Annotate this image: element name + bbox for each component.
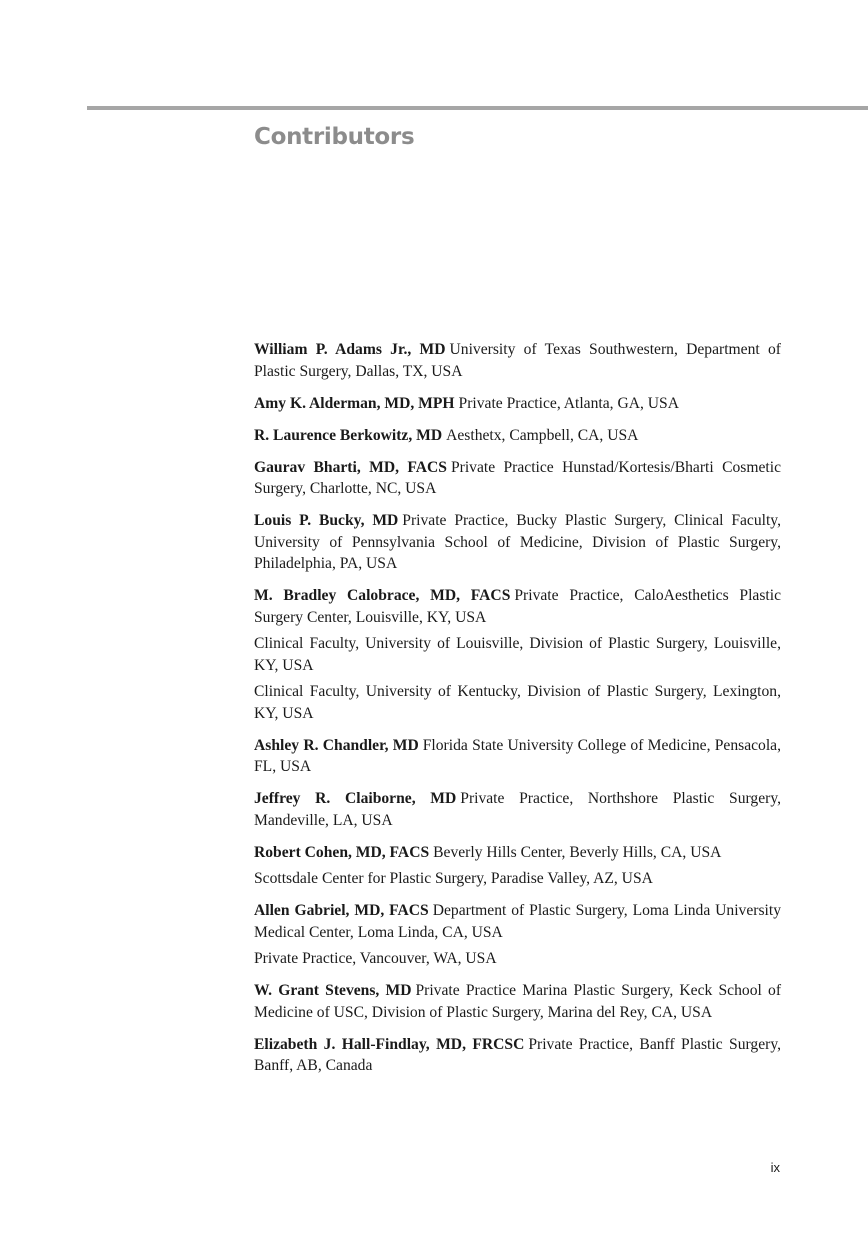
affiliation-paragraph bbox=[254, 842, 781, 864]
affiliation-text: Scottsdale Center for Plastic Surgery, Paradise Valley, AZ, USA bbox=[254, 870, 653, 887]
contributor-name: R. Laurence Berkowitz, MD bbox=[254, 426, 443, 444]
affiliation-paragraph bbox=[254, 788, 781, 831]
contributor-name: Elizabeth J. Hall-Findlay, MD, FRCSC bbox=[254, 1035, 525, 1053]
affiliation-text: Private Practice, Atlanta, GA, USA bbox=[458, 394, 679, 412]
affiliation-text: Florida State University College of Medicine, Pensacola, FL, USA bbox=[254, 736, 781, 775]
contributor-name: Jeffrey R. Claiborne, MD bbox=[254, 790, 457, 807]
affiliation-paragraph bbox=[254, 425, 781, 447]
affiliation-text: Private Practice Marina Plastic Surgery, Keck School of Medicine of USC, Division of Plastic Surgery, Marina del Rey, CA, USA bbox=[254, 982, 782, 1021]
affiliation-paragraph bbox=[254, 980, 781, 1023]
affiliation-text: Private Practice, Banff Plastic Surgery, Banff, AB, Canada bbox=[254, 1035, 781, 1074]
contributor-name: W. Grant Stevens, MD bbox=[254, 982, 412, 999]
contributor-entry bbox=[254, 457, 781, 500]
contributor-entry bbox=[254, 510, 781, 575]
contributor-entry bbox=[254, 735, 781, 778]
affiliation-paragraph bbox=[254, 681, 781, 724]
header-rule bbox=[87, 106, 868, 110]
affiliation-paragraph bbox=[254, 457, 781, 500]
contributor-list bbox=[254, 339, 781, 1087]
contributor-name: M. Bradley Calobrace, MD, FACS bbox=[254, 587, 511, 604]
contributor-entry bbox=[254, 900, 781, 970]
page-number: ix bbox=[770, 1160, 780, 1175]
contributor-name: Allen Gabriel, MD, FACS bbox=[254, 902, 429, 919]
affiliation-text: Department of Plastic Surgery, Loma Linda University Medical Center, Loma Linda, CA, USA bbox=[254, 902, 781, 941]
contributor-entry bbox=[254, 980, 781, 1023]
affiliation-paragraph bbox=[254, 900, 781, 943]
affiliation-text: Clinical Faculty, University of Louisville, Division of Plastic Surgery, Louisville, KY, USA bbox=[254, 635, 781, 674]
contributor-name: William P. Adams Jr., MD bbox=[254, 341, 446, 358]
affiliation-text: Private Practice, Northshore Plastic Surgery, Mandeville, LA, USA bbox=[254, 790, 781, 829]
contributor-entry bbox=[254, 1034, 781, 1077]
contributor-name: Robert Cohen, MD, FACS bbox=[254, 843, 430, 861]
contributor-entry bbox=[254, 842, 781, 890]
contributor-entry bbox=[254, 585, 781, 724]
affiliation-text: Private Practice, Bucky Plastic Surgery, Clinical Faculty, University of Pennsylvania School of Medicine, Division of Plastic Surgery, Philadelphia, PA, USA bbox=[254, 512, 781, 572]
contributor-entry bbox=[254, 788, 781, 831]
affiliation-text: Aesthetx, Campbell, CA, USA bbox=[446, 426, 639, 444]
affiliation-text: Private Practice Hunstad/Kortesis/Bharti Cosmetic Surgery, Charlotte, NC, USA bbox=[254, 458, 782, 497]
contributor-name: Gaurav Bharti, MD, FACS bbox=[254, 458, 447, 476]
affiliation-paragraph bbox=[254, 1034, 781, 1077]
affiliation-text: Private Practice, Vancouver, WA, USA bbox=[254, 950, 497, 967]
affiliation-paragraph bbox=[254, 393, 781, 415]
contributor-entry bbox=[254, 339, 781, 382]
affiliation-paragraph bbox=[254, 948, 781, 970]
affiliation-paragraph bbox=[254, 339, 781, 382]
page-title: Contributors bbox=[254, 124, 415, 150]
affiliation-text: University of Texas Southwestern, Department of Plastic Surgery, Dallas, TX, USA bbox=[254, 341, 781, 380]
contributor-name: Ashley R. Chandler, MD bbox=[254, 736, 419, 754]
contributor-entry bbox=[254, 425, 781, 447]
affiliation-paragraph bbox=[254, 633, 781, 676]
contributor-entry bbox=[254, 393, 781, 415]
affiliation-text: Beverly Hills Center, Beverly Hills, CA, USA bbox=[433, 843, 722, 861]
affiliation-paragraph bbox=[254, 585, 781, 628]
affiliation-paragraph bbox=[254, 735, 781, 778]
affiliation-paragraph bbox=[254, 868, 781, 890]
contributor-name: Louis P. Bucky, MD bbox=[254, 512, 399, 529]
affiliation-text: Private Practice, CaloAesthetics Plastic Surgery Center, Louisville, KY, USA bbox=[254, 587, 782, 626]
contributor-name: Amy K. Alderman, MD, MPH bbox=[254, 394, 455, 412]
affiliation-text: Clinical Faculty, University of Kentucky, Division of Plastic Surgery, Lexington, KY, USA bbox=[254, 683, 781, 722]
affiliation-paragraph bbox=[254, 510, 781, 575]
